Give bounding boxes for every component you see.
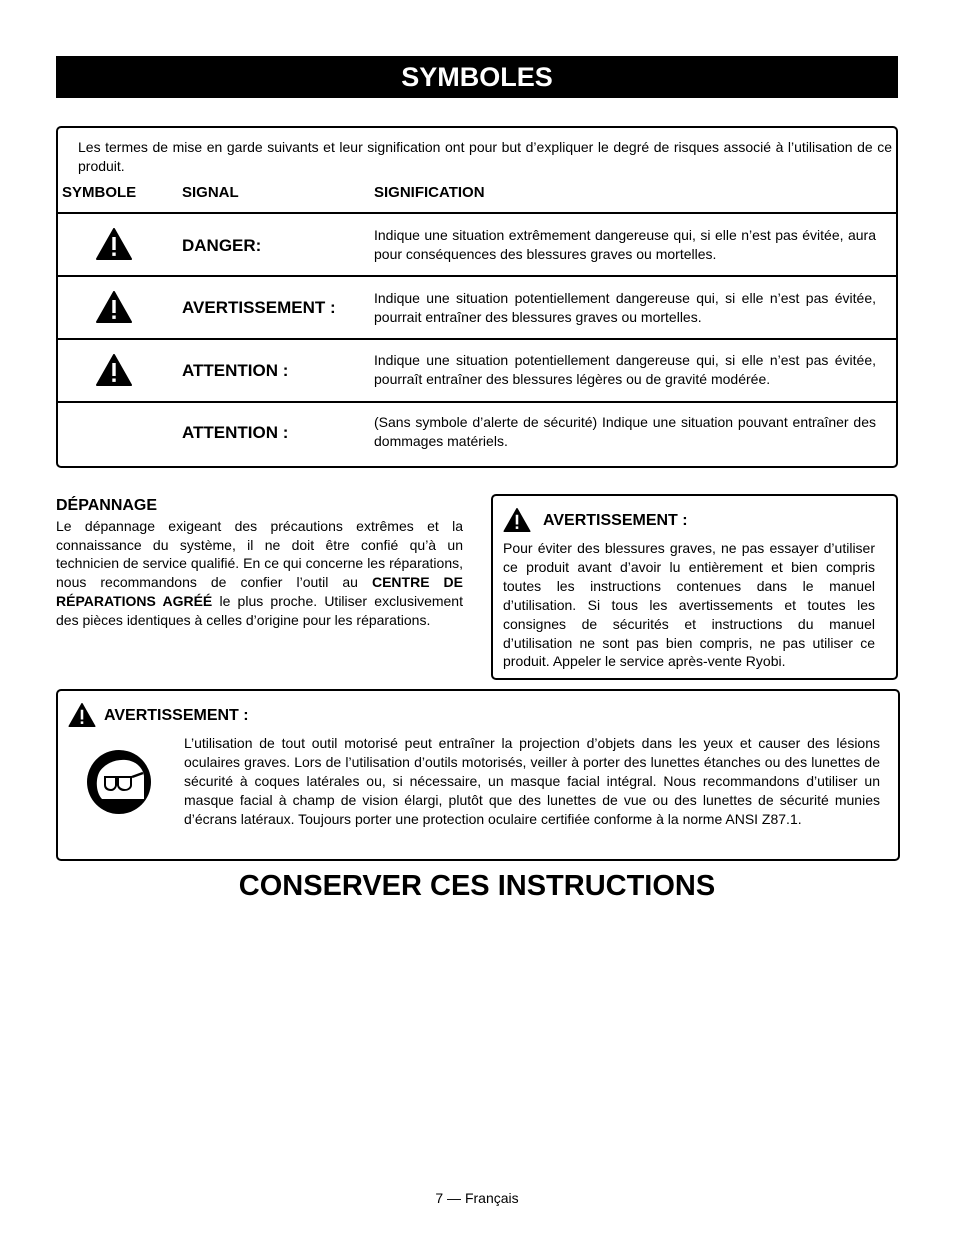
depannage-text-bold: CENTRE DE RÉPARATIONS AGRÉÉ bbox=[56, 574, 463, 609]
depannage-text-part: Le dépannage exigeant des précautions extrêmes et la connaissance du système, il ne doit être confié qu’à un technicien de service qualifié. En ce qui concerne les réparations, nous recommandons de confier l’outil au bbox=[56, 518, 463, 591]
symbol-row-attention bbox=[58, 338, 896, 401]
warning-title: AVERTISSEMENT : bbox=[104, 707, 249, 724]
signal-meaning: Indique une situation extrêmement dangereuse qui, si elle n’est pas évitée, aura pour conséquences des blessures graves ou mortelles. bbox=[374, 227, 876, 262]
depannage-title: DÉPANNAGE bbox=[56, 497, 158, 514]
signal-meaning: Indique une situation potentiellement dangereuse qui, si elle n’est pas évitée, pourraît entraîner des blessures légères ou de gravité modérée. bbox=[374, 352, 876, 387]
column-header-meaning: SIGNIFICATION bbox=[374, 184, 485, 201]
warning-body: L’utilisation de tout outil motorisé peut entraîner la projection d’objets dans les yeux et causer des lésions oculaires graves. Lors de l’utilisation d’outils motorisés, veiller à porter des lunettes étanches ou des lunettes de sécurité à coques latérales ou, si nécessaire, un masque facial intégral. Nous recommandons d’utiliser un masque facial à champ de vision élargi, plutôt que des lunettes de vue ou des lunettes de sécurité munies d’écrans latéraux. Toujours porter une protection oculaire certifiée conforme à la norme ANSI Z87.1. bbox=[184, 735, 880, 827]
symbol-row-danger bbox=[58, 212, 896, 275]
warning-title: AVERTISSEMENT : bbox=[543, 512, 688, 529]
signal-meaning: Indique une situation potentiellement dangereuse qui, si elle n’est pas évitée, pourrait entraîner des blessures graves ou mortelles. bbox=[374, 290, 876, 325]
column-header-symbol: SYMBOLE bbox=[62, 184, 137, 201]
signal-label: DANGER: bbox=[182, 236, 262, 255]
warning-triangle-icon bbox=[503, 508, 531, 532]
depannage-text-part: le plus proche. Utiliser exclusivement des pièces identiques à celles d’origine pour les réparations. bbox=[56, 592, 463, 628]
depannage-text bbox=[56, 517, 463, 629]
warning-body: Pour éviter des blessures graves, ne pas essayer d’utiliser ce produit avant d’avoir lu entièrement et bien compris toutes les instructions contenues dans le manuel d’utilisation. Si tous les avertissements et toutes les consignes de sécurités et instructions du manuel d’utilisation ne sont pas bien compris, ne pas utiliser ce produit. Appeler le service après-vente Ryobi. bbox=[503, 540, 875, 670]
signal-label: ATTENTION : bbox=[182, 423, 289, 442]
symbol-row-attention-no-symbol bbox=[58, 401, 896, 464]
symbols-intro: Les termes de mise en garde suivants et leur signification ont pour but d’expliquer le degré de risques associé à l’utilisation de ce produit. bbox=[78, 139, 892, 174]
signal-meaning: (Sans symbole d’alerte de sécurité) Indique une situation pouvant entraîner des dommages matériels. bbox=[374, 414, 876, 449]
page-number: 7 — Français bbox=[435, 1190, 519, 1206]
warning-box-eye-protection bbox=[56, 689, 900, 861]
signal-label: ATTENTION : bbox=[182, 361, 289, 380]
warning-triangle-icon bbox=[68, 703, 96, 727]
section-title: SYMBOLES bbox=[401, 62, 553, 92]
symbol-row-avertissement bbox=[58, 275, 896, 338]
warning-box-manual bbox=[491, 494, 898, 680]
warning-triangle-icon bbox=[96, 291, 132, 323]
warning-triangle-icon bbox=[96, 354, 132, 386]
signal-label: AVERTISSEMENT : bbox=[182, 298, 336, 317]
safety-glasses-icon bbox=[86, 749, 152, 815]
section-title-bar bbox=[56, 56, 898, 98]
save-instructions-title: CONSERVER CES INSTRUCTIONS bbox=[238, 870, 716, 902]
symbols-table bbox=[56, 126, 898, 468]
warning-triangle-icon bbox=[96, 228, 132, 260]
column-header-signal: SIGNAL bbox=[182, 184, 239, 201]
